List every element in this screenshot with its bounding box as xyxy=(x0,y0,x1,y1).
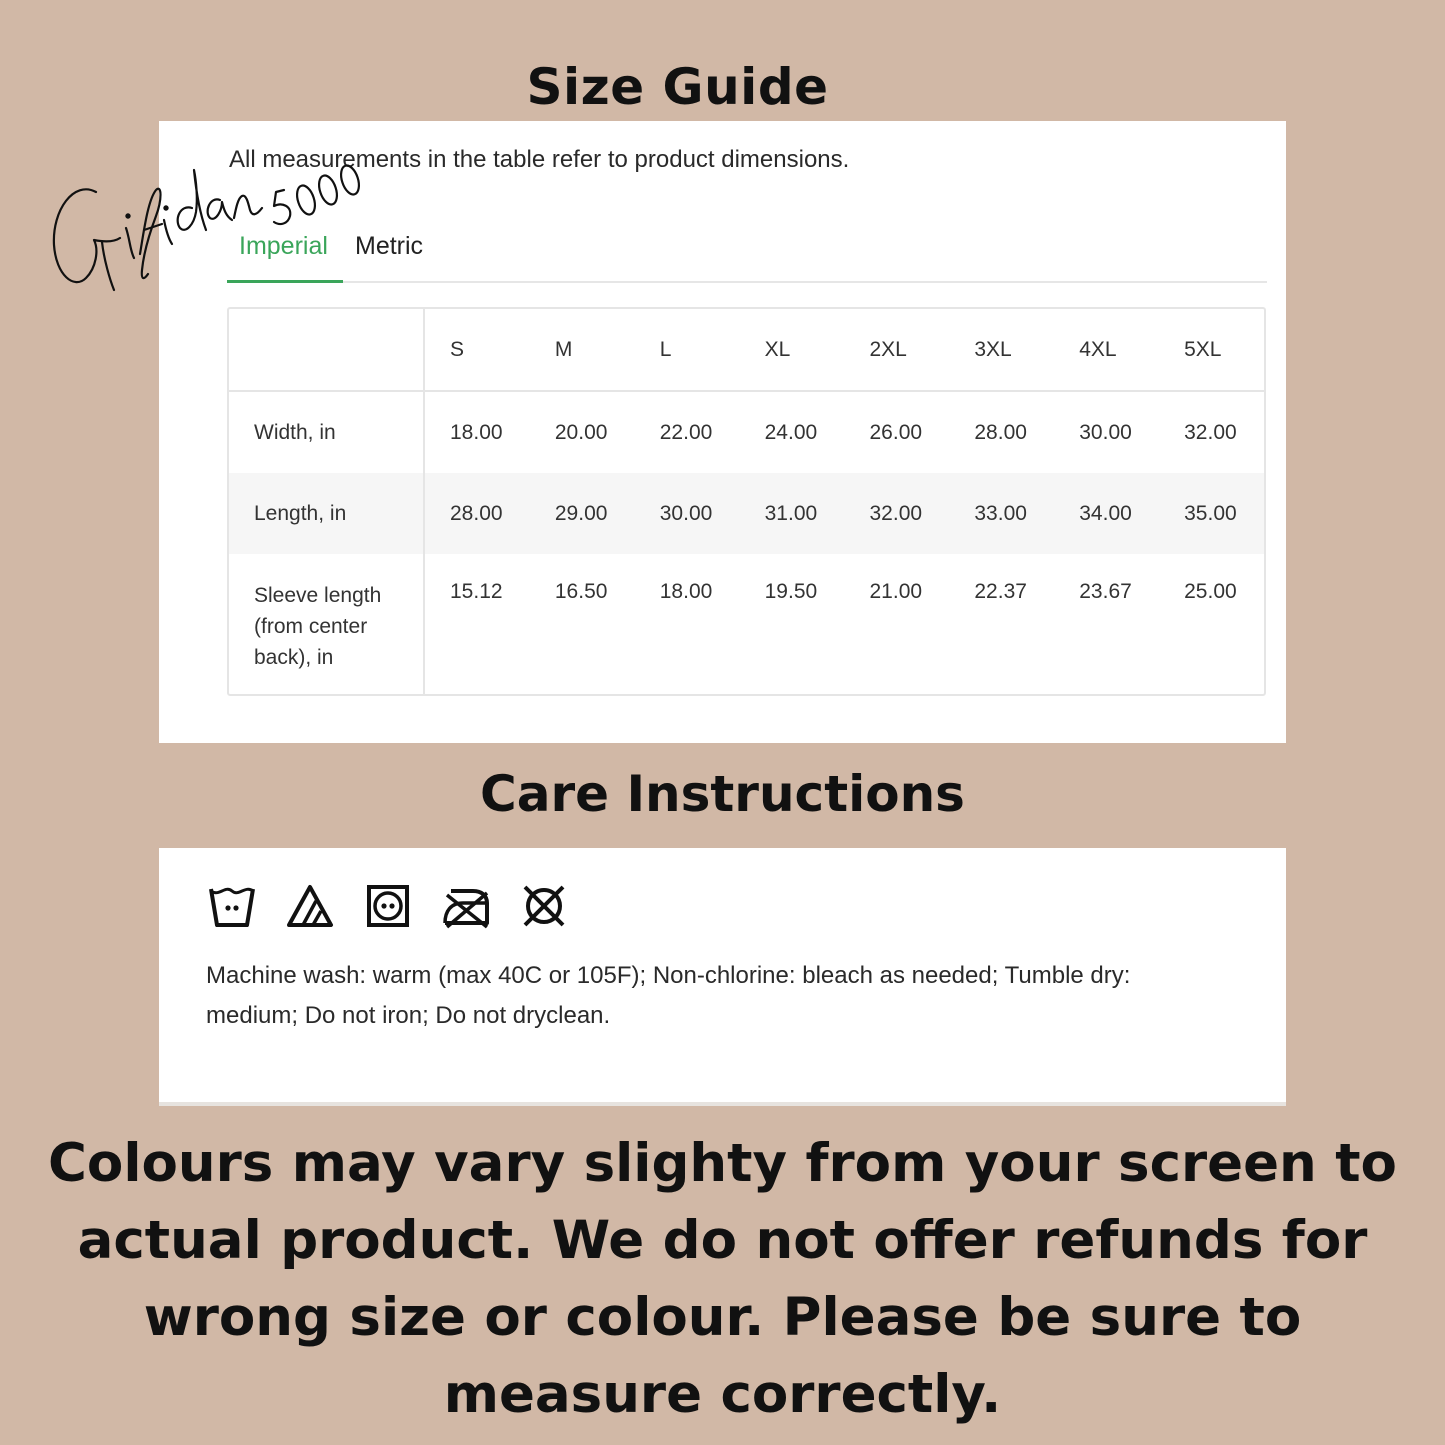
table-cell: 18.00 xyxy=(450,420,503,444)
tab-metric[interactable]: Metric xyxy=(355,232,424,260)
care-instructions-text: Machine wash: warm (max 40C or 105F); Non-chlorine: bleach as needed; Tumble dry: medium; Do not iron; Do not dryclean. xyxy=(206,962,1131,1029)
size-table xyxy=(227,307,1266,696)
table-cell: 32.00 xyxy=(1184,420,1237,444)
table-cell: 32.00 xyxy=(845,473,950,554)
size-header-l: L xyxy=(635,309,740,392)
table-cell: 23.67 xyxy=(1079,580,1132,603)
table-cell: 26.00 xyxy=(869,420,923,444)
tab-imperial[interactable]: Imperial xyxy=(239,232,328,260)
table-cell: 28.00 xyxy=(425,473,530,554)
table-row-width xyxy=(229,392,1264,473)
care-panel xyxy=(159,848,1286,1106)
table-cell: 28.00 xyxy=(974,420,1027,444)
size-header-xl: XL xyxy=(740,309,845,392)
table-header-row xyxy=(229,309,1264,392)
table-cell: 35.00 xyxy=(1159,473,1264,554)
table-cell: 20.00 xyxy=(554,420,608,444)
tumble-dry-medium-icon xyxy=(363,881,413,931)
size-header-3xl: 3XL xyxy=(949,309,1054,392)
table-cell: 19.50 xyxy=(764,580,818,603)
table-corner-cell xyxy=(229,309,425,392)
measurement-note: All measurements in the table refer to product dimensions. xyxy=(229,146,850,173)
table-cell: 29.00 xyxy=(530,473,635,554)
table-cell: 30.00 xyxy=(635,473,740,554)
table-cell: 30.00 xyxy=(1079,420,1132,444)
table-cell: 25.00 xyxy=(1184,580,1237,603)
care-instructions-title: Care Instructions xyxy=(480,765,965,823)
table-cell: 16.50 xyxy=(554,580,608,603)
do-not-dryclean-icon xyxy=(519,881,569,931)
row-label-length: Length, in xyxy=(229,473,425,554)
size-header-s: S xyxy=(425,309,530,392)
non-chlorine-bleach-icon xyxy=(285,881,335,931)
size-header-2xl: 2XL xyxy=(845,309,950,392)
table-cell: 33.00 xyxy=(949,473,1054,554)
table-cell: 24.00 xyxy=(764,420,818,444)
table-cell: 18.00 xyxy=(659,580,713,603)
signature-watermark xyxy=(44,150,364,300)
table-cell: 22.00 xyxy=(659,420,713,444)
disclaimer-text: Colours may vary slighty from your screen to actual product. We do not offer refunds for wrong size or colour. Please be sure to measure correctly. xyxy=(48,1133,1397,1425)
unit-tabs xyxy=(227,226,1267,283)
table-cell: 31.00 xyxy=(740,473,845,554)
row-label-width: Width, in xyxy=(229,392,425,473)
table-row-sleeve-length xyxy=(229,554,1264,694)
row-label-sleeve-length: Sleeve length (from center back), in xyxy=(229,554,425,694)
do-not-iron-icon xyxy=(441,881,491,931)
table-cell: 15.12 xyxy=(450,580,503,603)
table-cell: 21.00 xyxy=(869,580,923,603)
machine-wash-warm-icon xyxy=(207,881,257,931)
size-guide-title: Size Guide xyxy=(526,58,829,116)
size-header-5xl: 5XL xyxy=(1159,309,1264,392)
table-row-length xyxy=(229,473,1264,554)
size-header-4xl: 4XL xyxy=(1054,309,1159,392)
table-cell: 22.37 xyxy=(974,580,1027,603)
size-header-m: M xyxy=(530,309,635,392)
table-cell: 34.00 xyxy=(1054,473,1159,554)
